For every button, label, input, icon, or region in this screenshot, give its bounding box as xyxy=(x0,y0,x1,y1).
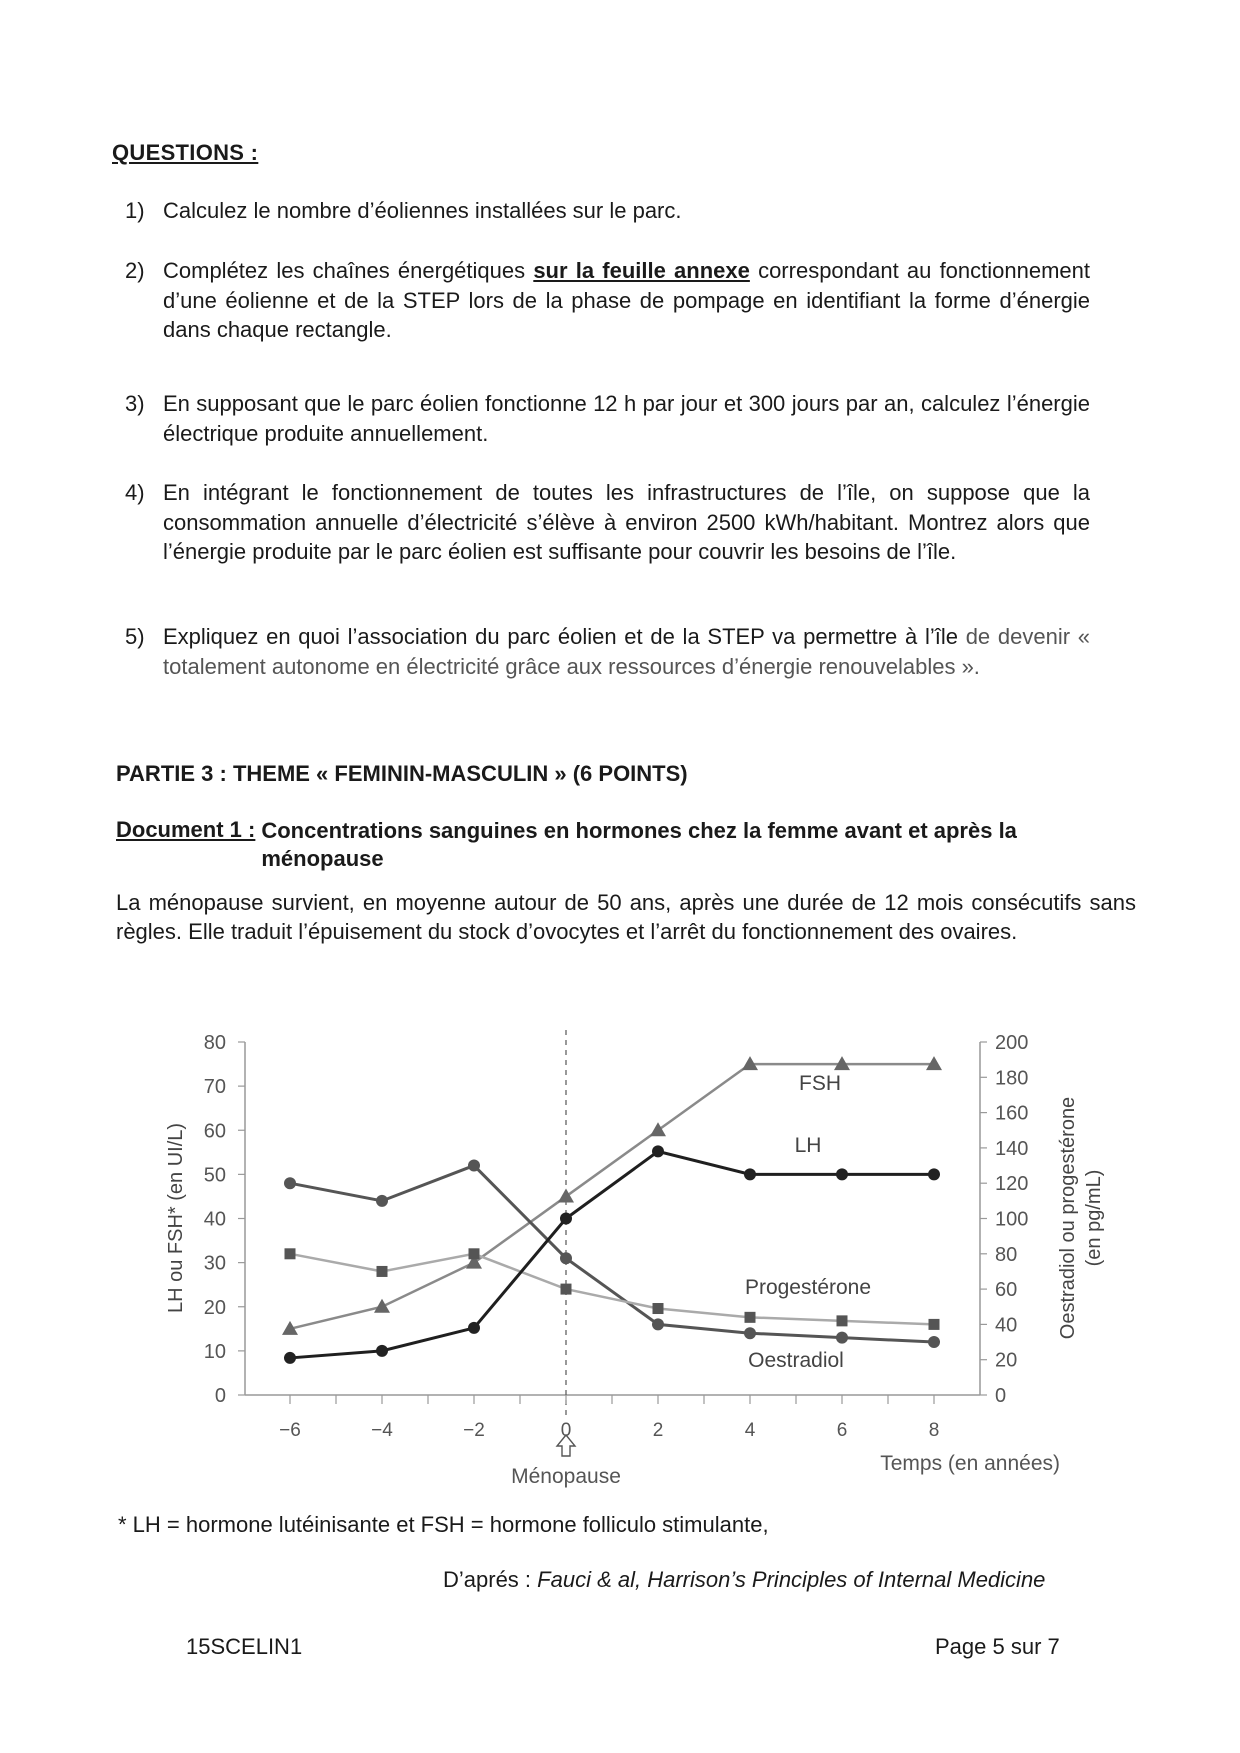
y-right-axis-unit: (en pg/mL) xyxy=(1083,1169,1105,1267)
document-label: Document 1 : xyxy=(116,817,256,842)
y-left-tick-label: 40 xyxy=(203,1208,226,1231)
fsh-data-point xyxy=(650,1122,666,1136)
x-tick-label: −6 xyxy=(279,1420,301,1441)
source-reference: Fauci & al, Harrison’s Principles of Internal Medicine xyxy=(537,1567,1046,1592)
progestrone-data-point xyxy=(285,1248,296,1259)
progestrone-data-point xyxy=(469,1248,480,1259)
lh-data-point xyxy=(376,1195,388,1207)
question-text: Calculez le nombre d’éoliennes installées sur le parc. xyxy=(163,198,682,223)
progestrone-data-point xyxy=(929,1319,940,1330)
question-text-start: Complétez les chaînes énergétiques xyxy=(163,258,534,283)
progestrone-series-label: Progestérone xyxy=(744,1276,872,1299)
x-axis-label: Temps (en années) xyxy=(880,1452,1060,1475)
y-right-tick-label: 100 xyxy=(995,1208,1029,1231)
y-left-tick-label: 20 xyxy=(203,1296,226,1319)
x-tick-label: −2 xyxy=(463,1420,485,1441)
y-right-tick-label: 20 xyxy=(995,1349,1018,1372)
question-number: 3) xyxy=(125,391,145,416)
question-text-end: correspondant au fonctionnement d’une éolienne et de la STEP lors de la phase de pompage en identifiant la forme d’énergie dans chaque rectangle. xyxy=(163,258,1091,342)
x-tick-label: 8 xyxy=(928,1420,940,1441)
y-right-tick-label: 200 xyxy=(995,1032,1029,1054)
progestrone-data-point xyxy=(837,1315,848,1326)
oestradiol-data-point xyxy=(560,1213,572,1225)
fsh-data-point xyxy=(374,1299,390,1313)
y-right-tick-label: 140 xyxy=(995,1137,1029,1160)
questions-heading: QUESTIONS : xyxy=(112,140,259,165)
x-tick-label: 6 xyxy=(836,1420,848,1441)
fsh-series-label: FSH xyxy=(799,1072,841,1095)
lh-data-point xyxy=(928,1336,940,1348)
y-left-tick-label: 70 xyxy=(203,1076,226,1099)
y-left-tick-label: 10 xyxy=(203,1340,226,1363)
page-number: Page 5 sur 7 xyxy=(935,1634,1060,1659)
source-prefix: D’aprés : xyxy=(443,1567,538,1592)
y-left-tick-label: 50 xyxy=(203,1164,226,1187)
lh-data-point xyxy=(744,1327,756,1339)
oestradiol-data-point xyxy=(468,1322,480,1334)
question-number: 4) xyxy=(125,480,145,505)
y-right-tick-label: 160 xyxy=(995,1102,1029,1125)
oestradiol-series-label: Oestradiol xyxy=(748,1349,844,1372)
y-right-axis-label: Oestradiol ou progestérone xyxy=(1057,1096,1079,1340)
oestradiol-data-point xyxy=(284,1352,296,1364)
progestrone-data-point xyxy=(745,1312,756,1323)
lh-data-point xyxy=(652,1318,664,1330)
question-number: 1) xyxy=(125,198,145,223)
document-code: 15SCELIN1 xyxy=(186,1634,303,1659)
annexe-emphasis: sur la feuille annexe xyxy=(533,258,750,283)
progestrone-data-point xyxy=(653,1303,664,1314)
oestradiol-data-point xyxy=(928,1168,940,1180)
y-left-tick-label: 0 xyxy=(214,1385,226,1407)
menopause-label: Ménopause xyxy=(511,1465,621,1488)
oestradiol-data-point xyxy=(836,1168,848,1180)
y-left-tick-label: 80 xyxy=(203,1032,226,1054)
question-text-end: de devenir « totalement autonome en électricité grâce aux ressources d’énergie renouvelables ». xyxy=(163,624,1090,679)
oestradiol-data-point xyxy=(652,1145,664,1157)
lh-data-point xyxy=(560,1252,572,1264)
source-citation xyxy=(443,1567,1045,1593)
footnote: * LH = hormone lutéinisante et FSH = hormone folliculo stimulante, xyxy=(118,1512,769,1537)
question-text: En supposant que le parc éolien fonctionne 12 h par jour et 300 jours par an, calculez l’énergie électrique produite annuellement. xyxy=(163,391,1090,446)
oestradiol-data-point xyxy=(744,1168,756,1180)
y-right-tick-label: 0 xyxy=(995,1385,1007,1407)
fsh-data-point xyxy=(558,1188,574,1202)
progestrone-data-point xyxy=(561,1284,572,1295)
question-text: En intégrant le fonctionnement de toutes les infrastructures de l’île, on suppose que la consommation annuelle d’électricité s’élève à environ 2500 kWh/habitant. Montrez alors que l’énergie produite par le parc éolien est suffisante pour couvrir les besoins de l’île. xyxy=(163,480,1090,564)
y-right-tick-label: 40 xyxy=(995,1314,1018,1337)
lh-data-point xyxy=(836,1332,848,1344)
y-left-axis-label: LH ou FSH* (en UI/L) xyxy=(165,1122,187,1314)
progestrone-data-point xyxy=(377,1266,388,1277)
question-number: 2) xyxy=(125,258,145,283)
lh-data-point xyxy=(284,1177,296,1189)
document-intro: La ménopause survient, en moyenne autour de 50 ans, après une durée de 12 mois consécutifs sans règles. Elle traduit l’épuisement du stock d’ovocytes et l’arrêt du fonctionnement des ovaires. xyxy=(116,890,1136,944)
x-tick-label: 4 xyxy=(744,1420,756,1441)
y-left-tick-label: 60 xyxy=(203,1120,226,1143)
x-tick-label: 0 xyxy=(560,1420,572,1441)
y-right-tick-label: 80 xyxy=(995,1243,1018,1266)
document-title-text: Concentrations sanguines en hormones chez la femme avant et après la ménopause xyxy=(261,818,1017,871)
y-right-tick-label: 60 xyxy=(995,1279,1018,1302)
x-tick-label: −4 xyxy=(371,1420,393,1441)
oestradiol-data-point xyxy=(376,1345,388,1357)
lh-series-label: LH xyxy=(794,1134,822,1157)
y-right-tick-label: 120 xyxy=(995,1173,1029,1196)
y-left-tick-label: 30 xyxy=(203,1252,226,1275)
x-tick-label: 2 xyxy=(652,1420,664,1441)
y-right-tick-label: 180 xyxy=(995,1067,1029,1090)
question-number: 5) xyxy=(125,624,145,649)
partie-heading: PARTIE 3 : THEME « FEMININ-MASCULIN » (6 POINTS) xyxy=(116,761,688,786)
oestradiol-series-line xyxy=(290,1151,934,1358)
question-text-start: Expliquez en quoi l’association du parc éolien et de la STEP va permettre à l’île xyxy=(163,624,958,649)
lh-data-point xyxy=(468,1160,480,1172)
